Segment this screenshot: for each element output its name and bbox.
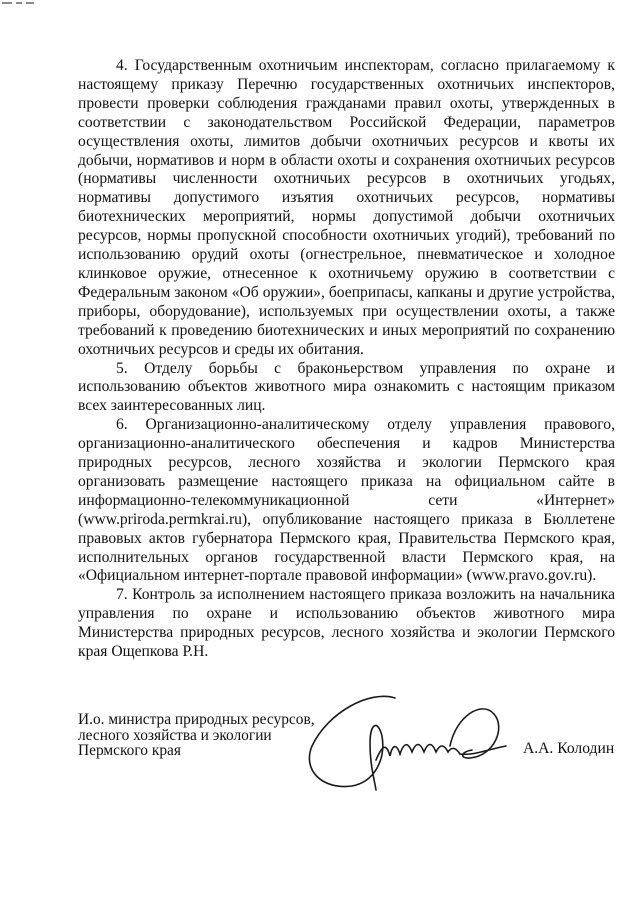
paragraph-7: 7. Контроль за исполнением настоящего приказа возложить на начальника управления по охране и использованию объектов животного мира Министерства природных ресурсов, лесного хозяйства и экологии Пермского края Ощепкова Р.Н. xyxy=(78,586,615,661)
signatory-position-line: И.о. министра природных ресурсов, xyxy=(78,711,315,728)
signatory-name: А.А. Колодин xyxy=(523,740,615,757)
paragraph-5: 5. Отделу борьбы с браконьерством управления по охране и использованию объектов животного мира ознакомить с настоящим приказом всех заинтересованных лиц. xyxy=(78,359,615,415)
document-body xyxy=(78,57,615,662)
signatory-position xyxy=(78,712,328,759)
paragraph-6: 6. Организационно-аналитическому отделу управления правового, организационно-аналитического обеспечения и кадров Министерства природных ресурсов, лесного хозяйства и экологии Пермского края организовать размещение настоящего приказа на официальном сайте в информационно-телекоммуникационной сети «Интернет» (www.priroda.permkrai.ru), опубликование настоящего приказа в Бюллетене правовых актов губернатора Пермского края, Правительства Пермского края, исполнительных органов государственной власти Пермского края, на «Официальном интернет-портале правовой информации» (www.pravo.gov.ru). xyxy=(78,416,615,585)
paragraph-4: 4. Государственным охотничьим инспекторам, согласно прилагаемому к настоящему приказу Перечню государственных охотничьих инспекторов, провести проверки соблюдения гражданами правил охоты, утвержденных в соответствии с законодательством Российской Федерации, параметров осуществления охоты, лимитов добычи охотничьих ресурсов и квоты их добычи, нормативов и норм в области охоты и сохранения охотничьих ресурсов (нормативы численности охотничьих ресурсов в охотничьих угодьях, нормативы допустимого изъятия охотничьих ресурсов, нормативы биотехнических мероприятий, нормы допустимой добычи охотничьих ресурсов, нормы пропускной способности охотничьих угодий), требований по использованию орудий охоты (огнестрельное, пневматическое и холодное клинковое оружие, отнесенное к охотничьему оружию в соответствии с Федеральным законом «Об оружии», боеприпасы, капканы и другие устройства, приборы, оборудование), используемых при осуществлении охоты, а также требований к проведению биотехнических и иных мероприятий по сохранению охотничьих ресурсов и среды их обитания. xyxy=(78,57,615,358)
signatory-position-line: Пермского края xyxy=(78,742,181,759)
handwritten-signature xyxy=(300,686,515,798)
signatory-position-line: лесного хозяйства и экологии xyxy=(78,726,272,744)
scan-artifact-mark xyxy=(0,0,40,8)
